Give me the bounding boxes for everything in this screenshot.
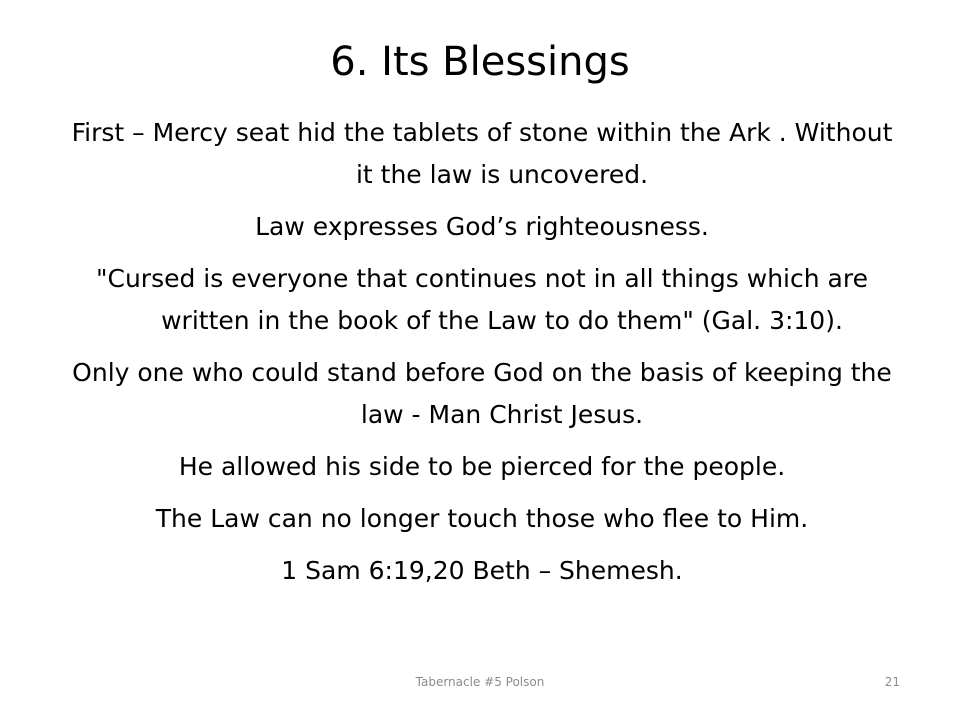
slide-number: 21 [884, 675, 900, 689]
slide-body [64, 112, 900, 592]
body-paragraph-scripture-reference: 1 Sam 6:19,20 Beth – Shemesh. [281, 556, 683, 585]
slide-title: 6. Its Blessings [330, 39, 630, 85]
footer-text: Tabernacle #5 Polson [415, 675, 545, 689]
body-paragraph-cursed-quote: "Cursed is everyone that continues not in all things which are written in the book of the Law to do them" (Gal. 3:10). [96, 264, 868, 335]
body-paragraph-law-expresses: Law expresses God’s righteousness. [255, 212, 709, 241]
body-paragraph-only-one: Only one who could stand before God on the basis of keeping the law - Man Christ Jesus. [72, 358, 892, 429]
body-paragraph-law-no-longer: The Law can no longer touch those who flee to Him. [155, 504, 809, 533]
body-paragraph-mercy-seat: First – Mercy seat hid the tablets of stone within the Ark . Without it the law is uncovered. [71, 118, 893, 189]
body-paragraph-side-pierced: He allowed his side to be pierced for the people. [178, 452, 786, 481]
